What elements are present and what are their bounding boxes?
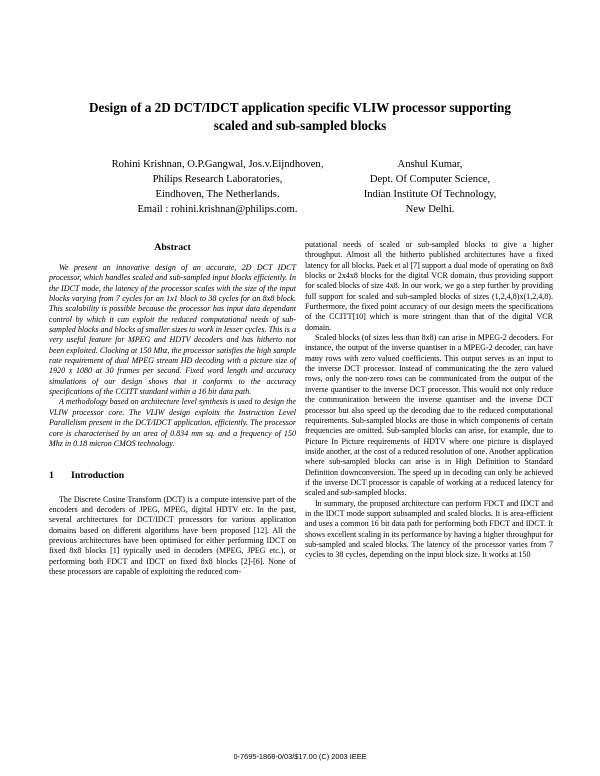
title-line-1: Design of a 2D DCT/IDCT application specific VLIW processor supporting bbox=[89, 100, 511, 115]
author-institute-right: Indian Institute Of Technology, bbox=[363, 189, 497, 200]
abstract-heading: Abstract bbox=[154, 242, 191, 253]
section-number: 1 bbox=[49, 470, 54, 482]
abstract-paragraph-1: We present an innovative design of an accurate, 2D DCT IDCT processor, which handles scaled and sub-sampled input blocks efficiently. In the IDCT mode, the latency of the processor scales with the size of the input blocks varying from 7 cycles for an 1x1 block to 38 cycles for an 8x8 block. This scalability is possible because the processor has input data dependant control by which it can exploit the reduced computational needs of sub-sampled blocks and blocks of smaller sizes to work in lesser cycles. This is a very useful feature for MPEG and HDTV decoders and has hitherto not been exploited. Clocking at 150 Mhz, the processor satisfies the high sample rate requirement of dual MPEG stream HD decoding with a picture size of 1920 x 1080 at 30 frames per second. Fixed word length and accuracy simulations of our design shows that it conforms to the accuracy specifications of the CCITT standard within a 16 bit data path. bbox=[49, 263, 296, 397]
author-email: Email : rohini.krishnan@philips.com. bbox=[137, 204, 298, 215]
authors-left-block bbox=[95, 157, 340, 217]
author-affiliation: Philips Research Laboratories, bbox=[152, 174, 283, 185]
right-paragraph-1: putational needs of scaled or sub-sampled blocks to give a higher throughput. Almost all the hitherto published architectures have a fixed latency for all blocks. Paek et al [7] support a dual mode of operating on 8x8 blocks or 2x4x8 blocks for the digital VCR domain, thus providing support for scaled blocks of size 4x8. In our work, we go a step further by providing full support for scaled and sub-sampled blocks of sizes (1,2,4,8)x(1,2,4,8). Furthermore, the fixed point accuracy of our design meets the specifications of the CCITT[10] which is more stringent than that of the digital VCR domain. bbox=[305, 240, 553, 332]
title-line-2: scaled and sub-sampled blocks bbox=[213, 118, 387, 133]
abstract-paragraph-2: A methodology based on architecture level synthesis is used to design the VLIW processor core. The VLIW design exploits the Instruction Level Parallelism present in the DCT/IDCT application, efficiently. The processor core is characterised by an area of 0.834 mm sq. and a frequency of 150 Mhz in 0.18 micron CMOS technology. bbox=[49, 397, 296, 448]
right-paragraph-3: In summary, the proposed architecture can perform FDCT and IDCT and in the IDCT mode support subsampled and scaled blocks. It is area-efficient and uses a common 16 bit data path for performing both FDCT and IDCT. It shows excellent scaling in its performance by having a higher throughput for sub-sampled and scaled blocks. The latency of the processor varies from 7 cycles to 38 cycles, depending on the input block size. It works at 150 bbox=[305, 498, 553, 560]
copyright-footer: 0-7695-1868-0/03/$17.00 (C) 2003 IEEE bbox=[233, 752, 367, 761]
abstract-body bbox=[49, 263, 296, 449]
authors-right-block bbox=[350, 157, 510, 217]
author-names: Rohini Krishnan, O.P.Gangwal, Jos.v.Eijndhoven, bbox=[111, 159, 324, 170]
author-name-right: Anshul Kumar, bbox=[397, 159, 463, 170]
author-location-right: New Delhi. bbox=[405, 204, 455, 215]
section-heading-introduction bbox=[49, 471, 296, 481]
paper-title bbox=[40, 99, 560, 135]
author-department-right: Dept. Of Computer Science, bbox=[369, 174, 491, 185]
right-column bbox=[305, 240, 553, 561]
right-paragraph-2: Scaled blocks (of sizes less than 8x8) can arise in MPEG-2 decoders. For instance, the output of the inverse quantiser in a MPEG-2 decoder, can have many rows with zero valued coefficients. This output serves as an input to the inverse DCT processor. Instead of communicating the the zero valued rows, only the non-zero rows can be communicated from the output of the inverse quantiser to the inverse DCT processor. This would not only reduce the communication between the inverse quantiser and the inverse DCT processor but also speed up the decoding due to the reduced computational requirements. Sub-sampled blocks are those in which components of certain frequencies are omitted. Sub-sampled blocks can arise, for example, due to Picture In Picture requirements of HDTV where one picture is displayed inside another, at the cost of a reduced resolution of one. Another application where sub-sampled blocks can arise is in High Definition to Standard Definition downconversion. The speed up in decoding can only be achieved if the inverse DCT processor is capable of working at a reduced latency for scaled and sub-sampled blocks. bbox=[305, 333, 553, 498]
author-location: Eindhoven, The Netherlands. bbox=[155, 189, 280, 200]
section-title: Introduction bbox=[71, 470, 125, 482]
intro-paragraph-1: The Discrete Cosine Transform (DCT) is a compute intensive part of the encoders and decoders of JPEG, MPEG, digital HDTV etc. In the past, several architectures for DCT/IDCT processors for various application domains based on different algorithms have been proposed [12]. All the previous architectures have been optimised for either performing IDCT on fixed 8x8 blocks [1] typically used in decoders (MPEG, JPEG etc.), or performing both FDCT and IDCT on fixed 8x8 blocks [2]-[6]. None of these processors are capable of exploiting the reduced com- bbox=[49, 494, 296, 576]
left-column bbox=[49, 242, 296, 577]
